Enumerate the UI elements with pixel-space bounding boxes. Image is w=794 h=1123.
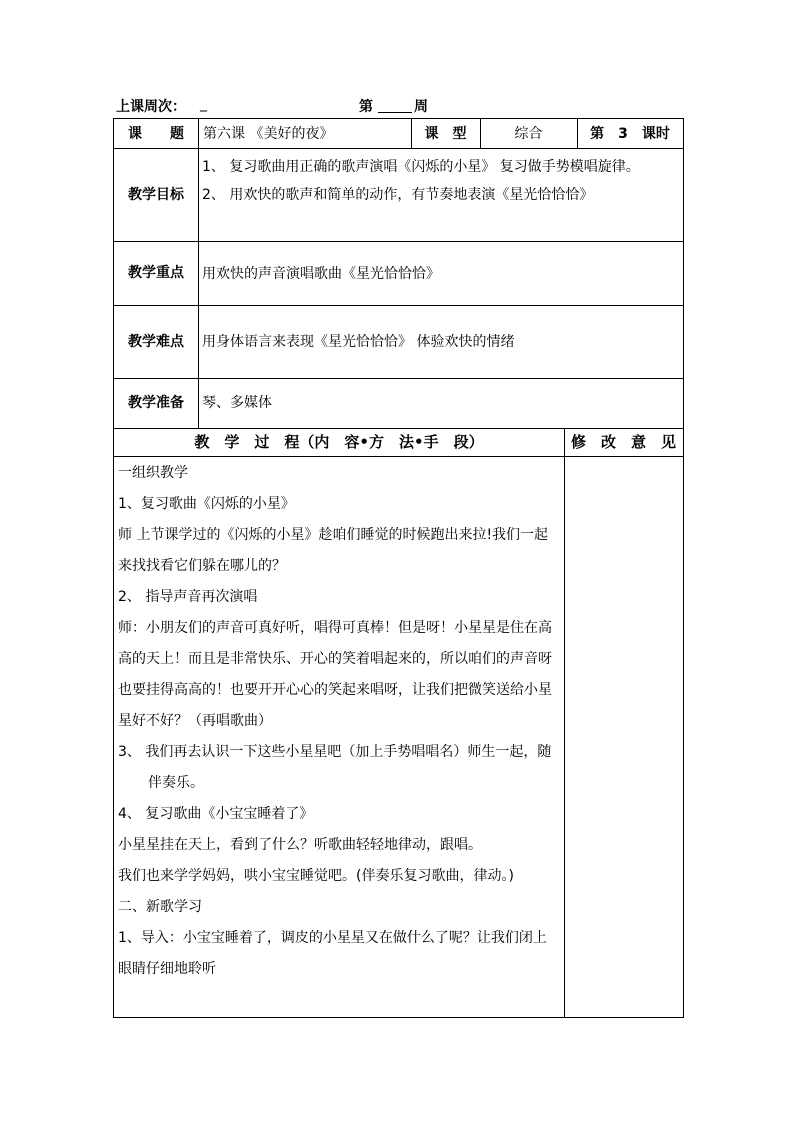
type-label: 课 型 xyxy=(424,125,467,142)
focus-label: 教学重点 xyxy=(128,265,184,281)
goal-item-1: 1、 复习歌曲用正确的歌声演唱《闪烁的小星》 复习做手势模唱旋律。 xyxy=(202,159,640,175)
week-suffix: 周 xyxy=(414,99,428,115)
row-divider xyxy=(114,148,683,149)
focus-value: 用欢快的声音演唱歌曲《星光恰恰恰》 xyxy=(202,266,440,282)
process-line: 1、导入：小宝宝睡着了，调皮的小星星又在做什么了呢？让我们闭上眼睛仔细地聆听 xyxy=(118,930,547,977)
process-line: 一组织教学 xyxy=(118,465,188,481)
process-header: 教 学 过 程（内 容•方 法•手 段） xyxy=(194,433,484,451)
preparation-label: 教学准备 xyxy=(128,395,184,411)
process-line: 4、 复习歌曲《小宝宝睡着了》 xyxy=(118,806,314,822)
goal-item-2: 2、 用欢快的歌声和简单的动作，有节奏地表演《星光恰恰恰》 xyxy=(202,187,594,203)
process-content xyxy=(118,458,560,985)
process-line: 师：小朋友们的声音可真好听，唱得可真棒！但是呀！小星星是住在高高的天上！而且是非常快乐、开心的笑着唱起来的，所以咱们的声音呀也要挂得高高的！也要开开心心的笑起来唱呀，让我们把微笑送给小星星好不好？（再唱歌曲） xyxy=(118,620,552,729)
row-divider xyxy=(114,456,683,457)
col-divider xyxy=(198,119,199,428)
type-value: 综合 xyxy=(514,125,543,142)
goals-label: 教学目标 xyxy=(128,186,184,203)
goals-content xyxy=(202,153,680,209)
process-line: 二、新歌学习 xyxy=(118,899,202,915)
week-header xyxy=(116,96,685,118)
week-label: 上课周次： xyxy=(116,99,186,115)
process-line: 小星星挂在天上，看到了什么？听歌曲轻轻地律动，跟唱。 xyxy=(118,837,482,853)
row-divider xyxy=(114,241,683,242)
col-divider xyxy=(564,428,565,1017)
period-label: 第 3 课时 xyxy=(590,125,670,142)
process-line: 师 上节课学过的《闪烁的小星》趁咱们睡觉的时候跑出来拉!我们一起来找找看它们躲在哪儿的？ xyxy=(118,527,549,574)
difficulty-label: 教学难点 xyxy=(128,333,184,350)
lesson-plan-table xyxy=(113,118,684,1018)
topic-value: 第六课 《美好的夜》 xyxy=(203,125,334,142)
difficulty-value: 用身体语言来表现《星光恰恰恰》 体验欢快的情绪 xyxy=(202,333,515,350)
process-line: 2、 指导声音再次演唱 xyxy=(118,589,258,605)
week-prefix: 第 xyxy=(359,99,373,115)
week-blank: _ xyxy=(200,96,207,112)
process-line: 3、 我们再去认识一下这些小星星吧（加上手势唱唱名）师生一起，随伴奏乐。 xyxy=(118,744,552,791)
revision-header: 修 改 意 见 xyxy=(570,433,676,451)
process-line: 我们也来学学妈妈，哄小宝宝睡觉吧。(伴奏乐复习歌曲，律动。) xyxy=(118,868,514,884)
topic-label: 课 题 xyxy=(128,125,184,142)
preparation-value: 琴、多媒体 xyxy=(202,395,272,411)
process-line: 1、复习歌曲《闪烁的小星》 xyxy=(118,496,295,512)
week-number-blank xyxy=(378,112,412,113)
